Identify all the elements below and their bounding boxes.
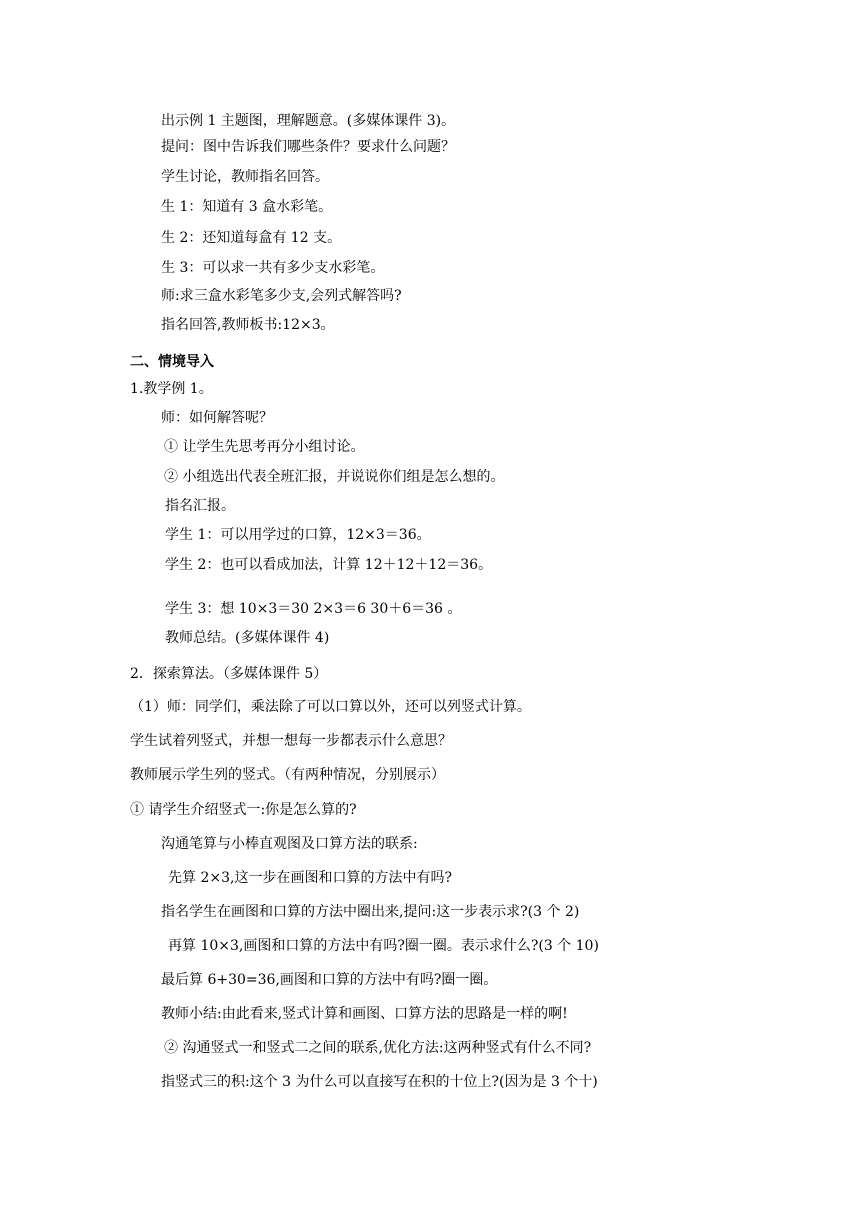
paragraph-question: 提问：图中告诉我们哪些条件？要求什么问题？ — [161, 139, 455, 155]
paragraph-discussion: 学生讨论，教师指名回答。 — [161, 169, 329, 185]
paragraph-product-tens: 指竖式三的积:这个 3 为什么可以直接写在积的十位上?(因为是 3 个十) — [161, 1074, 598, 1090]
paragraph-student-1: 生 1：知道有 3 盒水彩笔。 — [161, 199, 333, 215]
paragraph-circle-step: 指名学生在画图和口算的方法中圈出来,提问:这一步表示求?(3 个 2) — [161, 904, 580, 920]
paragraph-student-3: 生 3：可以求一共有多少支水彩笔。 — [161, 260, 385, 276]
paragraph-learner-1: 学生 1：可以用学过的口算，12×3＝36。 — [165, 527, 431, 543]
paragraph-teacher-conclusion: 教师小结:由此看来,竖式计算和画图、口算方法的思路是一样的啊! — [161, 1006, 568, 1022]
paragraph-first-step: 先算 2×3,这一步在画图和口算的方法中有吗? — [168, 870, 452, 886]
paragraph-student-2: 生 2：还知道每盒有 12 支。 — [161, 230, 342, 246]
paragraph-vertical-intro: （1）师：同学们，乘法除了可以口算以外，还可以列竖式计算。 — [130, 699, 531, 715]
subsection-explore-methods: 2．探索算法。（多媒体课件 5） — [130, 666, 328, 682]
paragraph-teacher-question: 师:求三盒水彩笔多少支,会列式解答吗? — [161, 288, 402, 304]
section-heading: 二、情境导入 — [130, 354, 214, 370]
paragraph-teacher-summary: 教师总结。(多媒体课件 4) — [165, 630, 330, 646]
list-item-think-first: ① 让学生先思考再分小组讨论。 — [164, 439, 365, 455]
subsection-example-1: 1.教学例 1。 — [130, 381, 213, 397]
paragraph-report: 指名汇报。 — [165, 498, 235, 514]
paragraph-show-example: 出示例 1 主题图，理解题意。(多媒体课件 3)。 — [161, 113, 456, 129]
paragraph-how-to-solve: 师：如何解答呢？ — [161, 410, 273, 426]
list-item-compare-vertical: ② 沟通竖式一和竖式二之间的联系,优化方法:这两种竖式有什么不同? — [164, 1040, 592, 1056]
paragraph-board-writing: 指名回答,教师板书:12×3。 — [161, 317, 335, 333]
paragraph-learner-2: 学生 2：也可以看成加法，计算 12＋12＋12＝36。 — [165, 557, 493, 573]
paragraph-last-step: 最后算 6+30=36,画图和口算的方法中有吗?圈一圈。 — [161, 972, 498, 988]
paragraph-try-vertical: 学生试着列竖式，并想一想每一步都表示什么意思？ — [130, 733, 452, 749]
list-item-group-report: ② 小组选出代表全班汇报，并说说你们组是怎么想的。 — [164, 469, 505, 485]
list-item-vertical-one: ① 请学生介绍竖式一:你是怎么算的? — [130, 802, 357, 818]
paragraph-connect-methods: 沟通笔算与小棒直观图及口算方法的联系: — [161, 836, 418, 852]
paragraph-show-vertical: 教师展示学生列的竖式。（有两种情况，分别展示） — [130, 767, 445, 783]
paragraph-learner-3: 学生 3：想 10×3＝30 2×3＝6 30＋6＝36 。 — [165, 601, 462, 617]
paragraph-second-step: 再算 10×3,画图和口算的方法中有吗?圈一圈。表示求什么?(3 个 10) — [168, 938, 599, 954]
